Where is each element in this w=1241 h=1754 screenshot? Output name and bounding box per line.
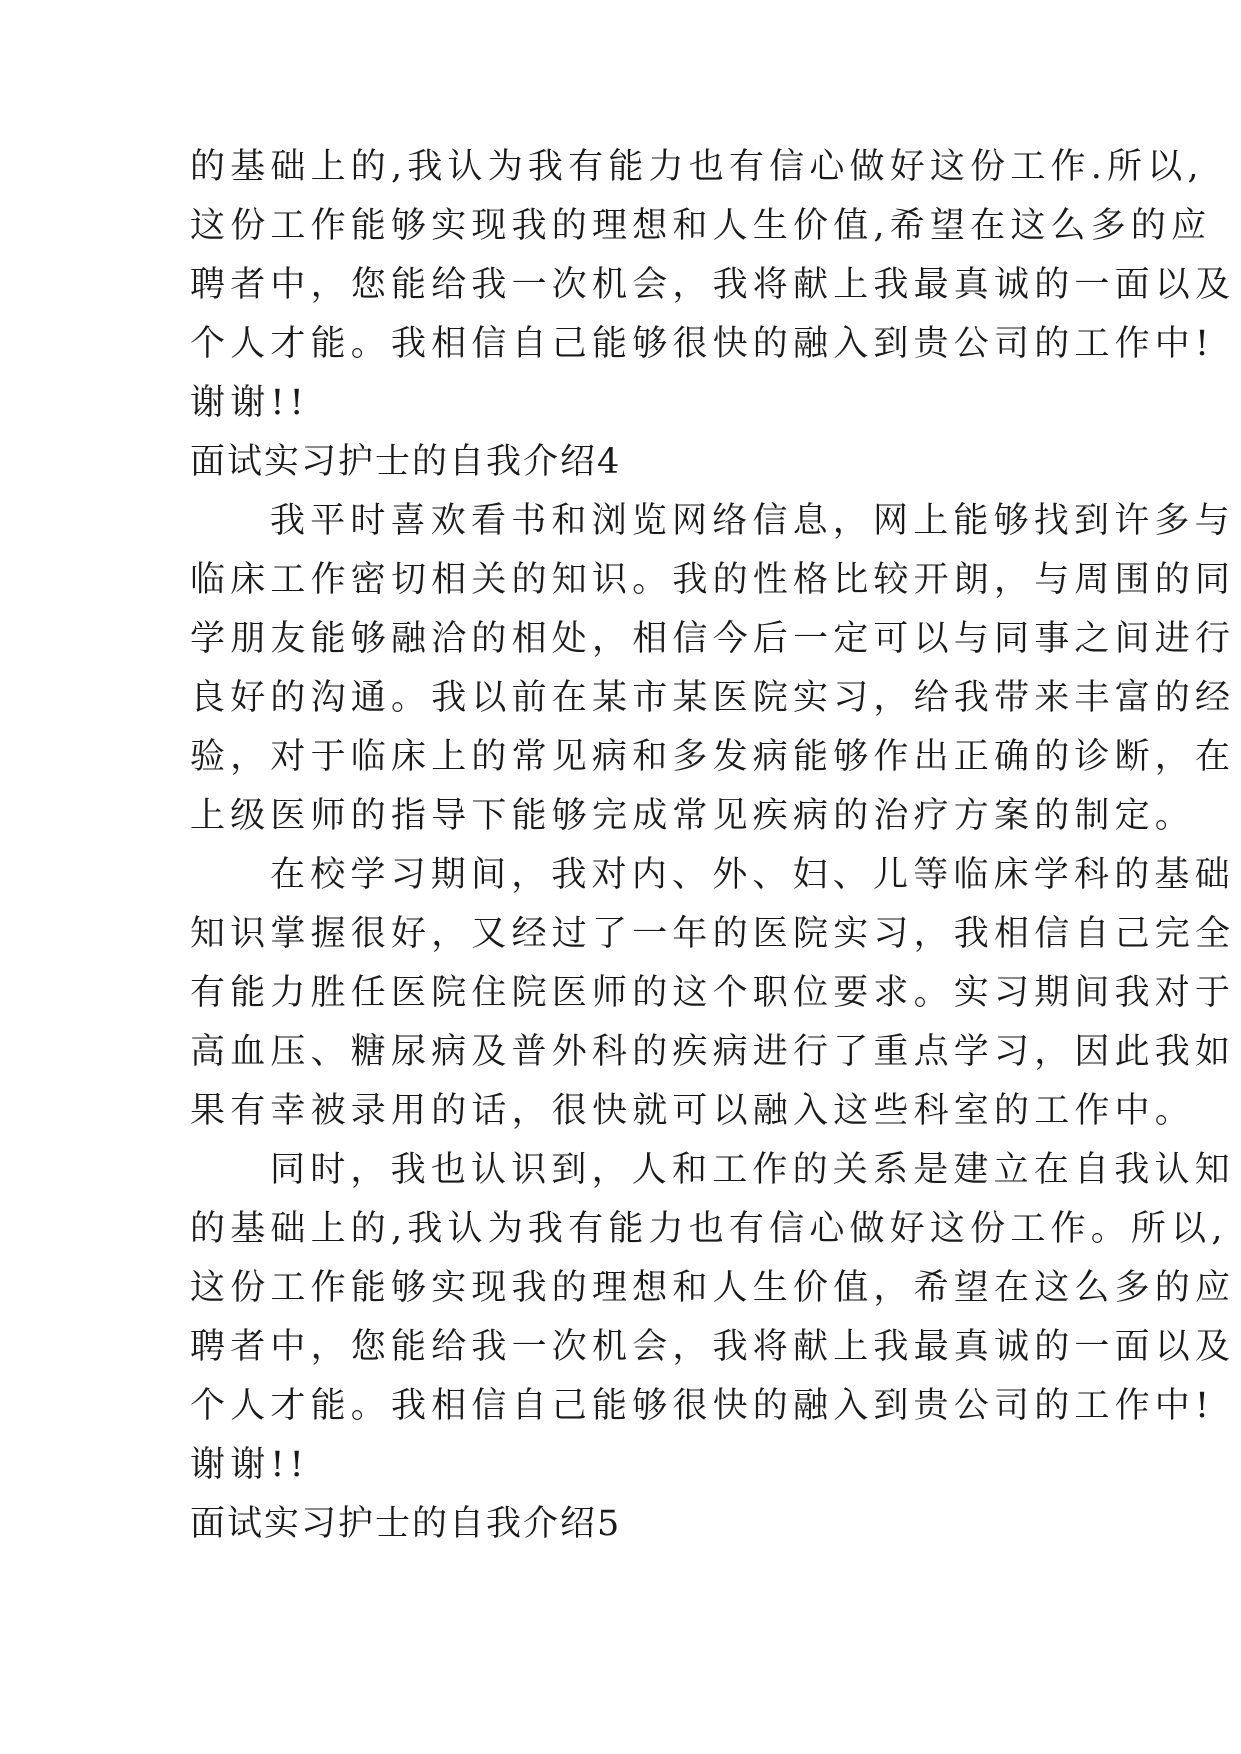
paragraph-3: [190, 1141, 1236, 1495]
text-line: 良好的沟通。我以前在某市某医院实习，给我带来丰富的经: [190, 678, 1236, 718]
text-line: 学朋友能够融洽的相处，相信今后一定可以与同事之间进行: [190, 619, 1236, 659]
text-line: 的基础上的,我认为我有能力也有信心做好这份工作.所以,: [190, 147, 1204, 187]
text-line: 个人才能。我相信自己能够很快的融入到贵公司的工作中!: [190, 1386, 1215, 1426]
text-line: 个人才能。我相信自己能够很快的融入到贵公司的工作中!: [190, 324, 1215, 364]
text-line: 同时，我也认识到，人和工作的关系是建立在自我认知: [270, 1150, 1235, 1190]
text-line: 谢谢!!: [190, 383, 309, 423]
text-line: 这份工作能够实现我的理想和人生价值，希望在这么多的应: [190, 1268, 1236, 1308]
paragraph-continued: [190, 138, 1236, 433]
text-line: 聘者中，您能给我一次机会，我将献上我最真诚的一面以及: [190, 265, 1236, 305]
text-line: 在校学习期间，我对内、外、妇、儿等临床学科的基础: [270, 855, 1235, 895]
section-heading-5: 面试实习护士的自我介绍5: [190, 1504, 622, 1544]
text-line: 上级医师的指导下能够完成常见疾病的治疗方案的制定。: [190, 796, 1196, 836]
text-line: 聘者中，您能给我一次机会，我将献上我最真诚的一面以及: [190, 1327, 1236, 1367]
paragraph-2: [190, 846, 1236, 1141]
text-line: 谢谢!!: [190, 1445, 309, 1485]
text-line: 临床工作密切相关的知识。我的性格比较开朗，与周围的同: [190, 560, 1236, 600]
text-line: 的基础上的,我认为我有能力也有信心做好这份工作。所以,: [190, 1209, 1228, 1249]
text-line: 高血压、糖尿病及普外科的疾病进行了重点学习，因此我如: [190, 1032, 1236, 1072]
document-page: [190, 138, 1236, 1554]
text-line: 这份工作能够实现我的理想和人生价值,希望在这么多的应: [190, 206, 1212, 246]
section-heading-4: 面试实习护士的自我介绍4: [190, 442, 622, 482]
text-line: 我平时喜欢看书和浏览网络信息，网上能够找到许多与: [270, 501, 1235, 541]
text-line: 有能力胜任医院住院医师的这个职位要求。实习期间我对于: [190, 973, 1236, 1013]
text-line: 知识掌握很好，又经过了一年的医院实习，我相信自己完全: [190, 914, 1236, 954]
text-line: 果有幸被录用的话，很快就可以融入这些科室的工作中。: [190, 1091, 1196, 1131]
paragraph-1: [190, 492, 1236, 846]
text-line: 验，对于临床上的常见病和多发病能够作出正确的诊断，在: [190, 737, 1236, 777]
